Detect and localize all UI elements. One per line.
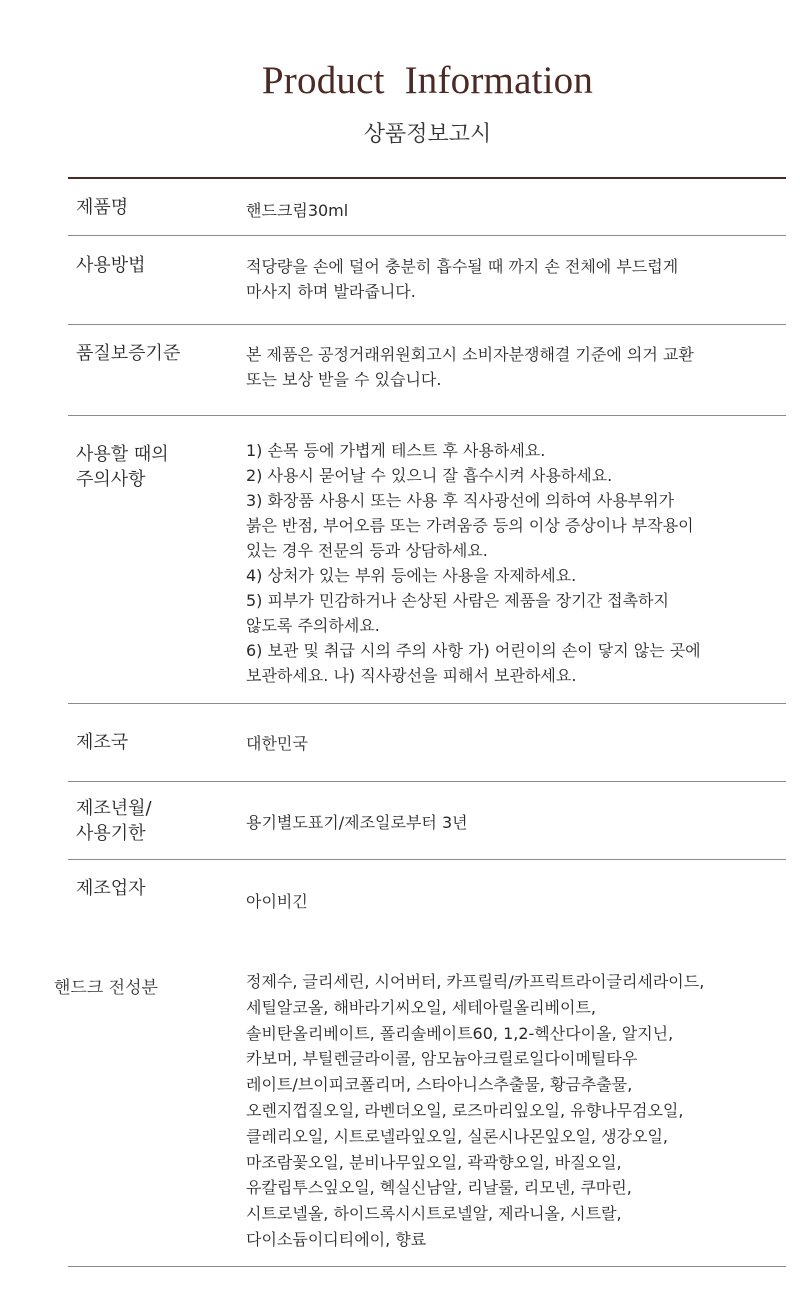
- caution-line: 1) 손목 등에 가볍게 테스트 후 사용하세요.: [246, 441, 546, 460]
- ingredients-line: 세틸알코올, 해바라기씨오일, 세테아릴올리베이트,: [246, 997, 597, 1017]
- caution-line: 6) 보관 및 취급 시의 주의 사항 가) 어린이의 손이 닿지 않는 곳에: [246, 641, 701, 660]
- quality-line: 본 제품은 공정거래위원회고시 소비자분쟁해결 기준에 의거 교환: [246, 345, 694, 364]
- header-divider: [68, 177, 786, 179]
- maker-label: 제조업자: [76, 878, 146, 899]
- usage-line: 적당량을 손에 덜어 충분히 흡수될 때 까지 손 전체에 부드럽게: [246, 257, 679, 276]
- quality-value: [246, 342, 756, 392]
- row-divider: [68, 415, 786, 416]
- caution-line: 2) 사용시 묻어날 수 있으니 잘 흡수시켜 사용하세요.: [246, 466, 613, 485]
- caution-value: [246, 438, 756, 688]
- bottom-divider: [68, 1266, 786, 1267]
- page-title: Product Information: [261, 59, 594, 102]
- country-value: 대한민국: [246, 734, 308, 753]
- usage-label: 사용방법: [76, 255, 146, 276]
- ingredients-value: [246, 969, 761, 1253]
- page-subtitle: 상품정보고시: [363, 122, 492, 147]
- caution-line: 5) 피부가 민감하거나 손상된 사람은 제품을 장기간 접촉하지: [246, 591, 669, 610]
- row-divider: [68, 235, 786, 236]
- ingredients-line: 카보머, 부틸렌글라이콜, 암모늄아크릴로일다이메틸타우: [246, 1049, 638, 1069]
- ingredients-line: 레이트/브이피코폴리머, 스타아니스추출물, 황금추출물,: [246, 1075, 633, 1095]
- ingredients-line: 마조람꽃오일, 분비나무잎오일, 곽곽향오일, 바질오일,: [246, 1152, 622, 1172]
- row-divider: [68, 859, 786, 860]
- ingredients-line: 오렌지껍질오일, 라벤더오일, 로즈마리잎오일, 유향나무검오일,: [246, 1100, 684, 1120]
- product-name-value: 핸드크림30ml: [246, 201, 349, 220]
- ingredients-line: 시트로넬올, 하이드록시시트로넬알, 제라니올, 시트랄,: [246, 1204, 622, 1224]
- ingredients-label: 핸드크 전성분: [54, 978, 158, 998]
- product-name-label: 제품명: [76, 197, 129, 218]
- expiry-value: 용기별도표기/제조일로부터 3년: [246, 813, 468, 832]
- ingredients-line: 다이소듐이디티에이, 향료: [246, 1229, 427, 1249]
- usage-line: 마사지 하며 발라줍니다.: [246, 282, 416, 301]
- row-divider: [68, 324, 786, 325]
- row-divider: [68, 781, 786, 782]
- caution-label-line: 주의사항: [76, 469, 146, 490]
- expiry-label-line: 사용기한: [76, 823, 146, 844]
- caution-line: 않도록 주의하세요.: [246, 616, 380, 635]
- caution-line: 붉은 반점, 부어오름 또는 가려움증 등의 이상 증상이나 부작용이: [246, 516, 694, 535]
- caution-line: 4) 상처가 있는 부위 등에는 사용을 자제하세요.: [246, 566, 577, 585]
- ingredients-line: 솔비탄올리베이트, 폴리솔베이트60, 1,2-헥산다이올, 알지닌,: [246, 1023, 674, 1043]
- row-divider: [68, 703, 786, 704]
- country-label: 제조국: [76, 732, 129, 753]
- expiry-label-line: 제조년월/: [76, 798, 152, 819]
- caution-label: [76, 442, 169, 492]
- quality-label: 품질보증기준: [76, 343, 181, 364]
- maker-value: 아이비긴: [246, 892, 308, 911]
- caution-line: 있는 경우 전문의 등과 상담하세요.: [246, 541, 488, 560]
- usage-value: [246, 254, 756, 304]
- ingredients-line: 유칼립투스잎오일, 헥실신남알, 리날룰, 리모넨, 쿠마린,: [246, 1178, 632, 1198]
- caution-label-line: 사용할 때의: [76, 444, 169, 465]
- caution-line: 3) 화장품 사용시 또는 사용 후 직사광선에 의하여 사용부위가: [246, 491, 675, 510]
- expiry-label: [76, 796, 152, 846]
- ingredients-line: 클레리오일, 시트로넬라잎오일, 실론시나몬잎오일, 생강오일,: [246, 1126, 669, 1146]
- quality-line: 또는 보상 받을 수 있습니다.: [246, 370, 442, 389]
- ingredients-line: 정제수, 글리세린, 시어버터, 카프릴릭/카프릭트라이글리세라이드,: [246, 972, 705, 991]
- caution-line: 보관하세요. 나) 직사광선을 피해서 보관하세요.: [246, 666, 577, 685]
